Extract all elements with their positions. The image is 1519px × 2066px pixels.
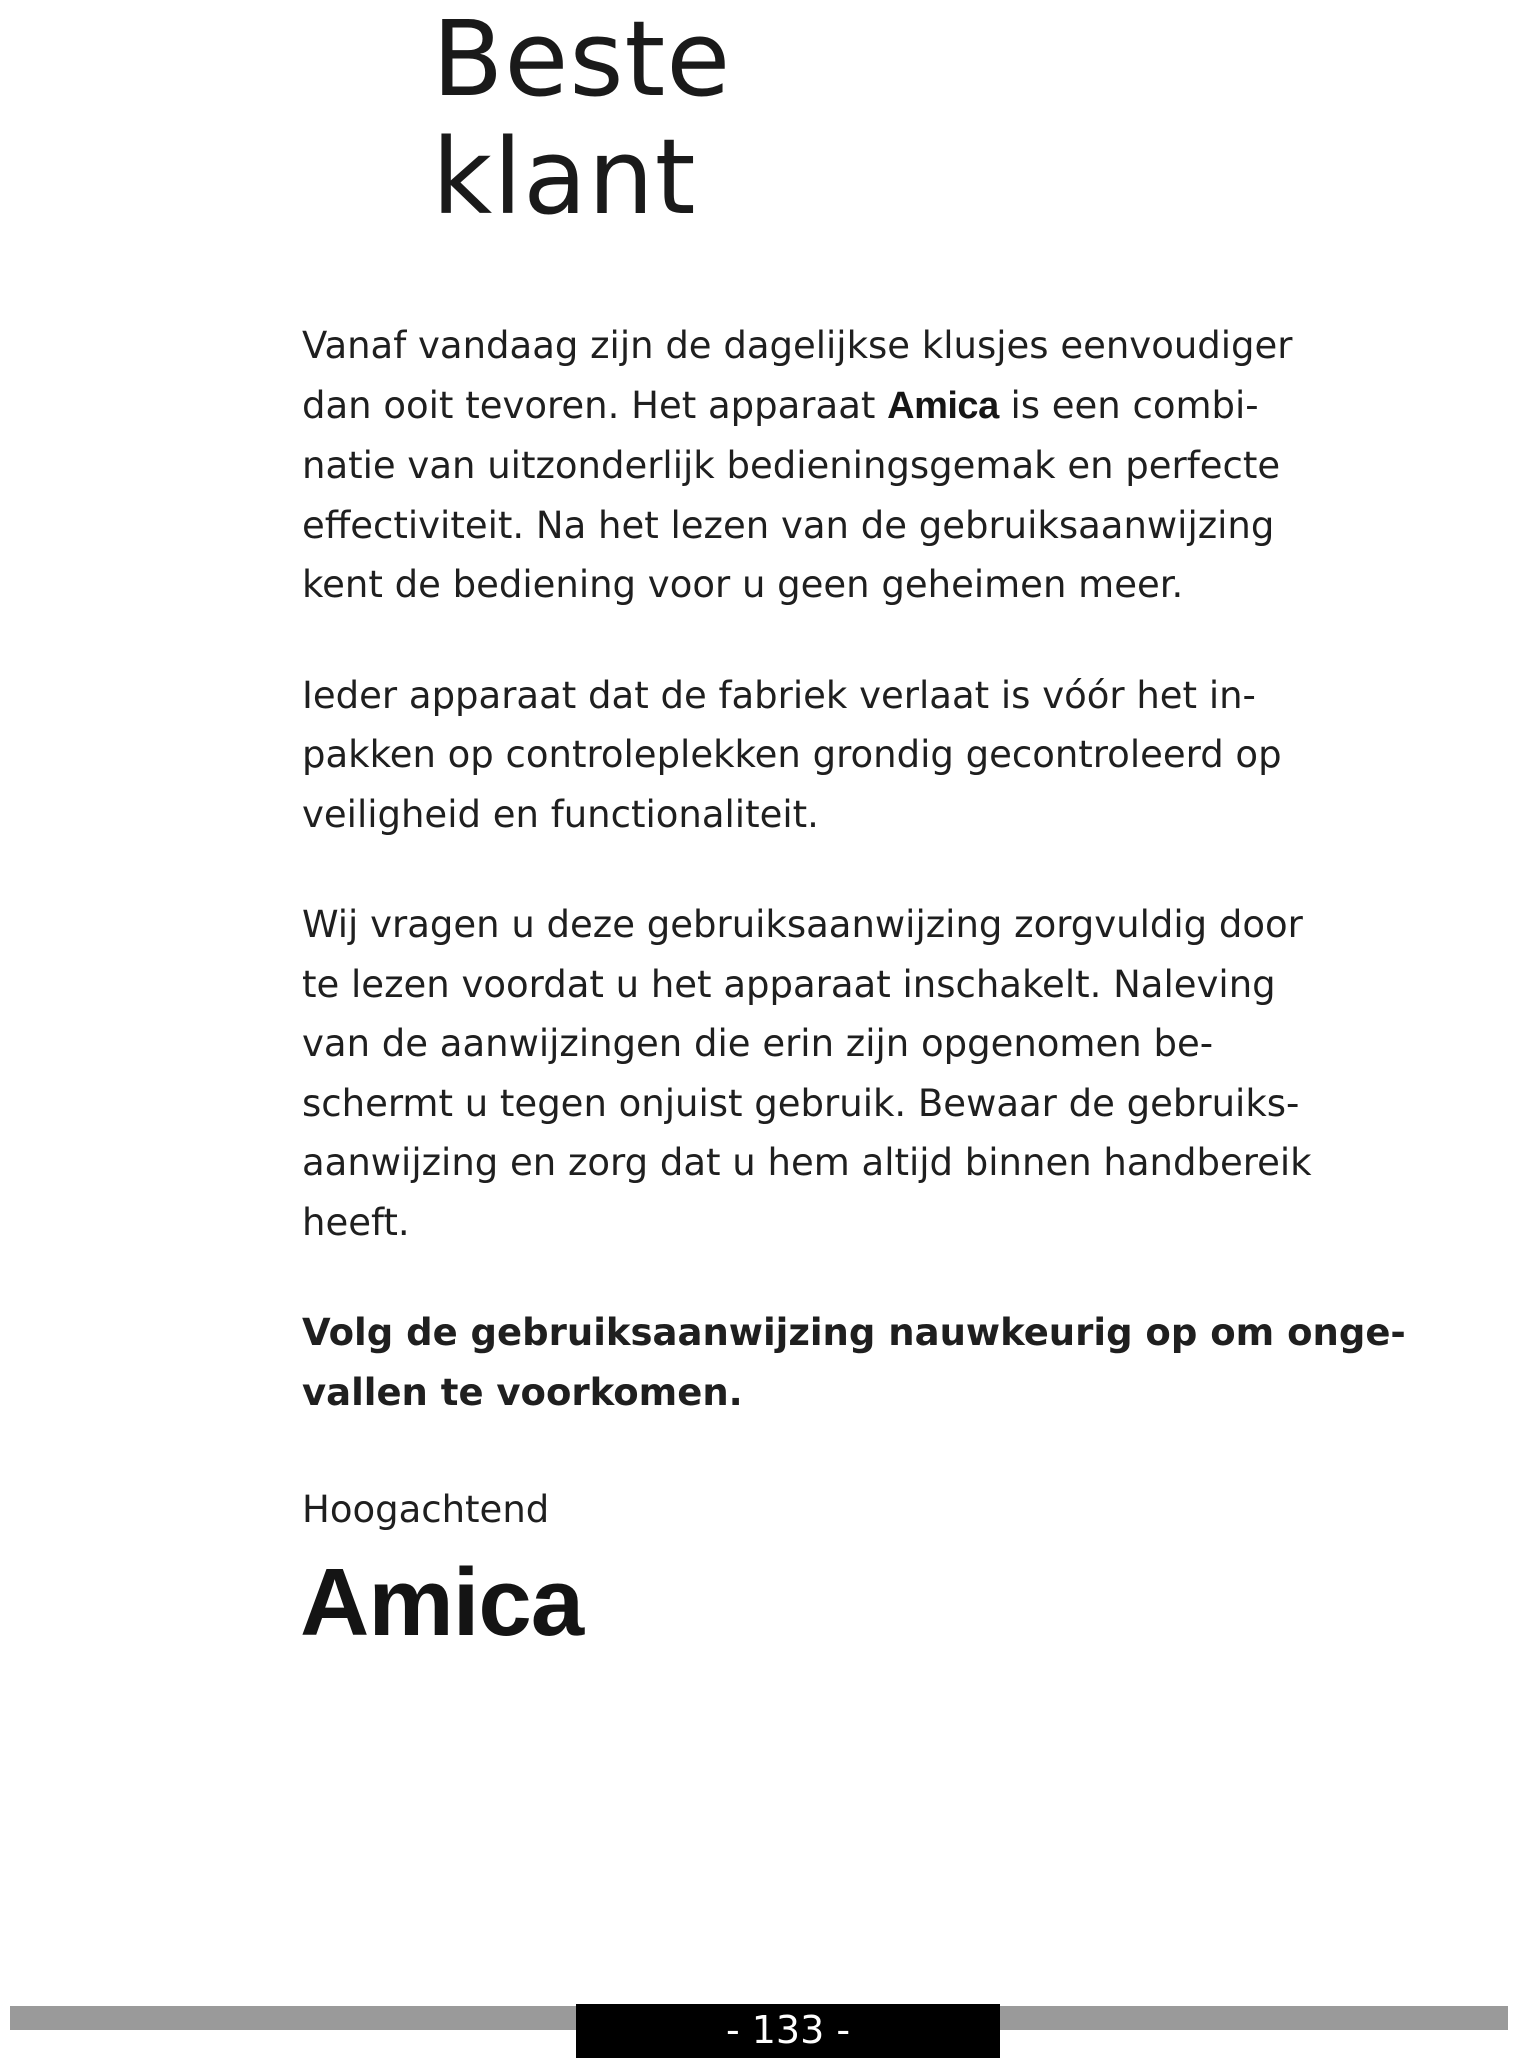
title-line-1: Beste xyxy=(432,0,732,120)
text-line: aanwijzing en zorg dat u hem altijd binnen handbereik xyxy=(302,1141,1312,1184)
closing-salutation: Hoogachtend xyxy=(302,1488,550,1531)
text-line: effectiviteit. Na het lezen van de gebruiksaanwijzing xyxy=(302,503,1275,547)
paragraph-warning xyxy=(302,1303,1406,1422)
text-line: te lezen voordat u het apparaat inschakelt. Naleving xyxy=(302,962,1276,1006)
page-number: - 133 - xyxy=(576,2004,1000,2058)
paragraph-quality-check xyxy=(302,666,1302,845)
text-segment: is een combi- xyxy=(998,383,1259,427)
text-line: pakken op controleplekken grondig gecontroleerd op xyxy=(302,733,1282,776)
amica-logo: Amica xyxy=(300,1549,584,1656)
text-line: schermt u tegen onjuist gebruik. Bewaar de gebruiks- xyxy=(302,1081,1300,1125)
amica-inline-logo: Amica xyxy=(887,384,999,427)
text-line: Wij vragen u deze gebruiksaanwijzing zorgvuldig door xyxy=(302,903,1303,946)
text-line: Volg de gebruiksaanwijzing nauwkeurig op om onge- xyxy=(302,1311,1406,1354)
text-line: natie van uitzonderlijk bedieningsgemak en perfecte xyxy=(302,444,1281,487)
text-line: Vanaf vandaag zijn de dagelijkse klusjes eenvoudiger xyxy=(302,324,1293,367)
text-line: van de aanwijzingen die erin zijn opgenomen be- xyxy=(302,1022,1214,1065)
text-line: heeft. xyxy=(302,1200,410,1244)
text-line: veiligheid en functionaliteit. xyxy=(302,792,819,836)
text-segment: dan ooit tevoren. Het apparaat xyxy=(302,383,888,427)
text-line: Ieder apparaat dat de fabriek verlaat is vóór het in- xyxy=(302,673,1256,717)
paragraph-intro xyxy=(302,316,1302,615)
letter-body xyxy=(302,316,1406,1473)
text-line: kent de bediening voor u geen geheimen meer. xyxy=(302,563,1184,606)
text-line: vallen te voorkomen. xyxy=(302,1370,743,1414)
paragraph-instructions xyxy=(302,895,1312,1252)
page-title xyxy=(432,0,731,236)
text-line xyxy=(302,376,1302,437)
title-line-2: klant xyxy=(432,116,697,238)
